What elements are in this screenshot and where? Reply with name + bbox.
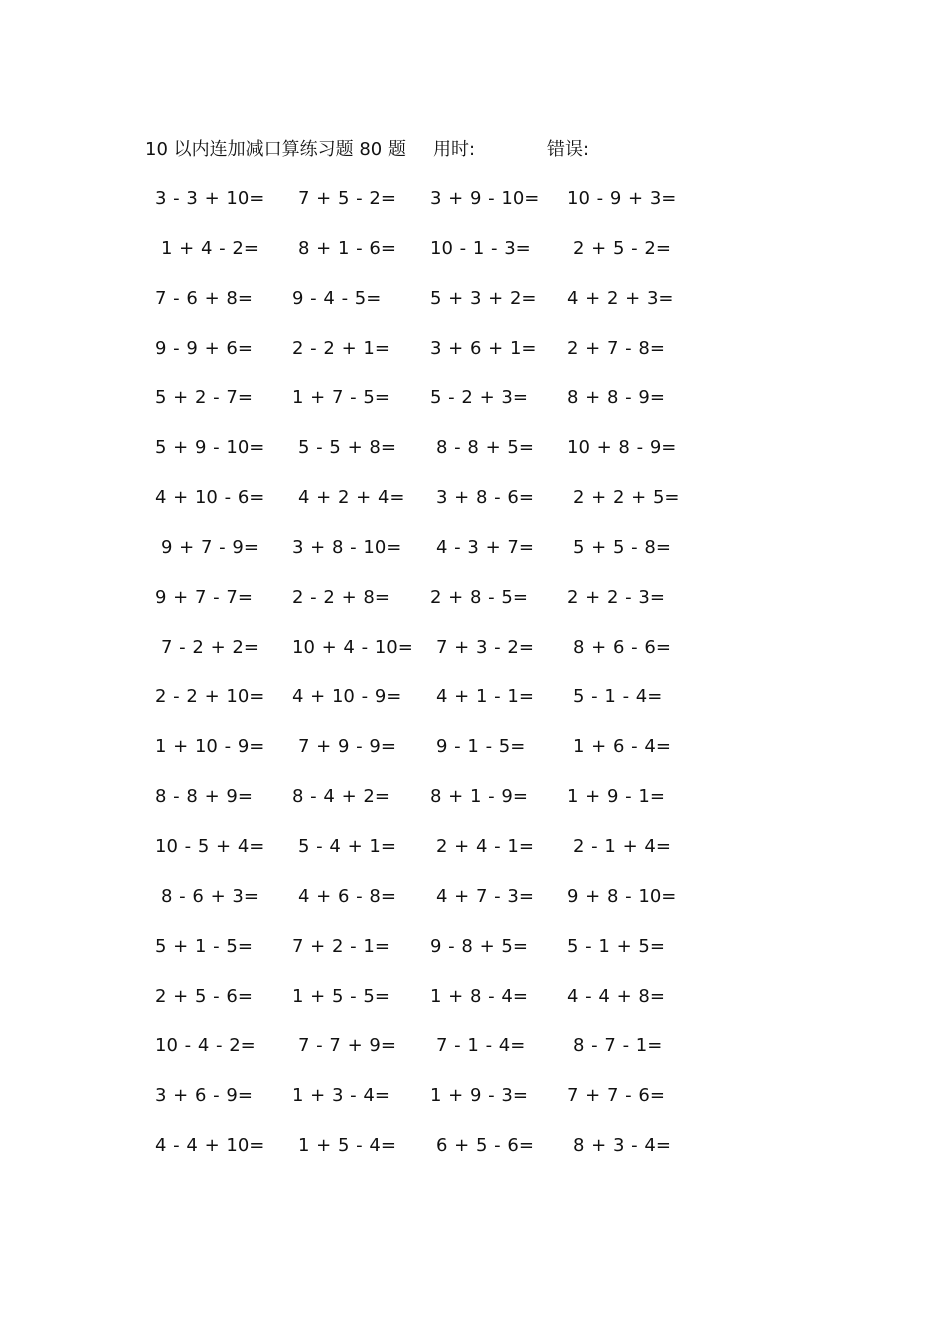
problem-item: 1 + 10 - 9= xyxy=(155,736,265,758)
problem-item: 2 - 1 + 4= xyxy=(573,835,671,857)
problem-item: 1 + 4 - 2= xyxy=(161,237,259,259)
problem-item: 7 + 7 - 6= xyxy=(567,1085,665,1107)
problem-item: 4 + 2 + 4= xyxy=(298,487,405,509)
time-label: 用时: xyxy=(433,139,476,160)
problem-row xyxy=(0,1131,950,1181)
problem-row xyxy=(0,1081,950,1131)
problem-item: 4 + 7 - 3= xyxy=(436,885,534,907)
problem-grid xyxy=(0,184,950,1181)
problem-row xyxy=(0,682,950,732)
problem-item: 10 - 9 + 3= xyxy=(567,188,677,209)
problem-item: 2 + 5 - 2= xyxy=(573,237,671,259)
problem-item: 2 + 2 + 5= xyxy=(573,487,680,509)
problem-item: 2 + 7 - 8= xyxy=(567,337,665,359)
problem-item: 4 - 4 + 8= xyxy=(567,985,665,1007)
problem-item: 2 - 2 + 1= xyxy=(292,337,390,359)
problem-item: 5 + 2 - 7= xyxy=(155,387,253,409)
problem-row xyxy=(0,832,950,882)
problem-item: 3 + 9 - 10= xyxy=(430,188,540,209)
worksheet-title: 10 以内连加减口算练习题 80 题 xyxy=(145,139,406,160)
problem-row xyxy=(0,732,950,782)
problem-item: 7 - 2 + 2= xyxy=(161,636,259,658)
problem-item: 8 - 8 + 9= xyxy=(155,786,253,808)
problem-item: 7 - 6 + 8= xyxy=(155,287,253,309)
problem-row xyxy=(0,932,950,982)
problem-item: 1 + 5 - 4= xyxy=(298,1135,396,1157)
problem-item: 2 + 8 - 5= xyxy=(430,586,528,608)
problem-row xyxy=(0,184,950,234)
problem-item: 9 - 1 - 5= xyxy=(436,736,526,758)
problem-item: 10 - 1 - 3= xyxy=(430,237,531,259)
problem-item: 6 + 5 - 6= xyxy=(436,1135,534,1157)
worksheet-header xyxy=(145,136,765,164)
problem-item: 5 - 2 + 3= xyxy=(430,387,528,409)
problem-row xyxy=(0,533,950,583)
problem-item: 5 + 3 + 2= xyxy=(430,287,537,309)
problem-item: 3 + 8 - 10= xyxy=(292,536,402,558)
problem-item: 8 - 4 + 2= xyxy=(292,786,390,808)
problem-item: 4 + 10 - 9= xyxy=(292,686,402,708)
problem-item: 5 - 5 + 8= xyxy=(298,437,396,459)
problem-item: 1 + 9 - 3= xyxy=(430,1085,528,1107)
problem-item: 1 + 9 - 1= xyxy=(567,786,665,808)
problem-item: 8 - 7 - 1= xyxy=(573,1035,663,1057)
problem-item: 7 + 2 - 1= xyxy=(292,935,390,957)
problem-item: 4 - 4 + 10= xyxy=(155,1135,265,1157)
problem-item: 10 + 4 - 10= xyxy=(292,636,413,658)
problem-item: 3 - 3 + 10= xyxy=(155,188,265,209)
problem-row xyxy=(0,982,950,1032)
problem-item: 8 - 8 + 5= xyxy=(436,437,534,459)
problem-row xyxy=(0,483,950,533)
problem-item: 10 - 4 - 2= xyxy=(155,1035,256,1057)
problem-item: 4 + 2 + 3= xyxy=(567,287,674,309)
problem-item: 10 + 8 - 9= xyxy=(567,437,677,459)
problem-item: 5 + 5 - 8= xyxy=(573,536,671,558)
problem-item: 7 - 1 - 4= xyxy=(436,1035,526,1057)
problem-row xyxy=(0,234,950,284)
problem-item: 5 + 9 - 10= xyxy=(155,437,265,459)
problem-item: 5 - 1 + 5= xyxy=(567,935,665,957)
problem-item: 1 + 3 - 4= xyxy=(292,1085,390,1107)
problem-item: 7 + 5 - 2= xyxy=(298,188,396,209)
problem-item: 3 + 6 - 9= xyxy=(155,1085,253,1107)
problem-item: 8 + 1 - 9= xyxy=(430,786,528,808)
problem-item: 8 + 1 - 6= xyxy=(298,237,396,259)
problem-item: 4 + 6 - 8= xyxy=(298,885,396,907)
problem-item: 8 + 8 - 9= xyxy=(567,387,665,409)
error-label: 错误: xyxy=(547,139,590,160)
problem-item: 1 + 5 - 5= xyxy=(292,985,390,1007)
problem-item: 8 - 6 + 3= xyxy=(161,885,259,907)
problem-item: 1 + 7 - 5= xyxy=(292,387,390,409)
problem-item: 7 - 7 + 9= xyxy=(298,1035,396,1057)
problem-item: 1 + 6 - 4= xyxy=(573,736,671,758)
problem-item: 2 + 4 - 1= xyxy=(436,835,534,857)
problem-row xyxy=(0,284,950,334)
problem-item: 9 + 8 - 10= xyxy=(567,885,677,907)
problem-item: 9 - 4 - 5= xyxy=(292,287,382,309)
problem-item: 3 + 8 - 6= xyxy=(436,487,534,509)
problem-item: 8 + 6 - 6= xyxy=(573,636,671,658)
problem-item: 2 + 5 - 6= xyxy=(155,985,253,1007)
problem-item: 7 + 3 - 2= xyxy=(436,636,534,658)
problem-item: 10 - 5 + 4= xyxy=(155,835,265,857)
problem-item: 8 + 3 - 4= xyxy=(573,1135,671,1157)
problem-row xyxy=(0,383,950,433)
problem-item: 5 + 1 - 5= xyxy=(155,935,253,957)
problem-item: 3 + 6 + 1= xyxy=(430,337,537,359)
problem-row xyxy=(0,633,950,683)
problem-item: 9 + 7 - 7= xyxy=(155,586,253,608)
problem-item: 4 + 10 - 6= xyxy=(155,487,265,509)
problem-item: 9 + 7 - 9= xyxy=(161,536,259,558)
problem-row xyxy=(0,433,950,483)
problem-item: 2 + 2 - 3= xyxy=(567,586,665,608)
problem-item: 9 - 9 + 6= xyxy=(155,337,253,359)
problem-row xyxy=(0,583,950,633)
problem-item: 2 - 2 + 8= xyxy=(292,586,390,608)
problem-item: 5 - 1 - 4= xyxy=(573,686,663,708)
problem-item: 4 + 1 - 1= xyxy=(436,686,534,708)
problem-item: 9 - 8 + 5= xyxy=(430,935,528,957)
problem-row xyxy=(0,882,950,932)
problem-item: 1 + 8 - 4= xyxy=(430,985,528,1007)
problem-item: 5 - 4 + 1= xyxy=(298,835,396,857)
problem-item: 4 - 3 + 7= xyxy=(436,536,534,558)
problem-row xyxy=(0,1031,950,1081)
problem-row xyxy=(0,782,950,832)
problem-row xyxy=(0,334,950,384)
problem-item: 2 - 2 + 10= xyxy=(155,686,265,708)
problem-item: 7 + 9 - 9= xyxy=(298,736,396,758)
